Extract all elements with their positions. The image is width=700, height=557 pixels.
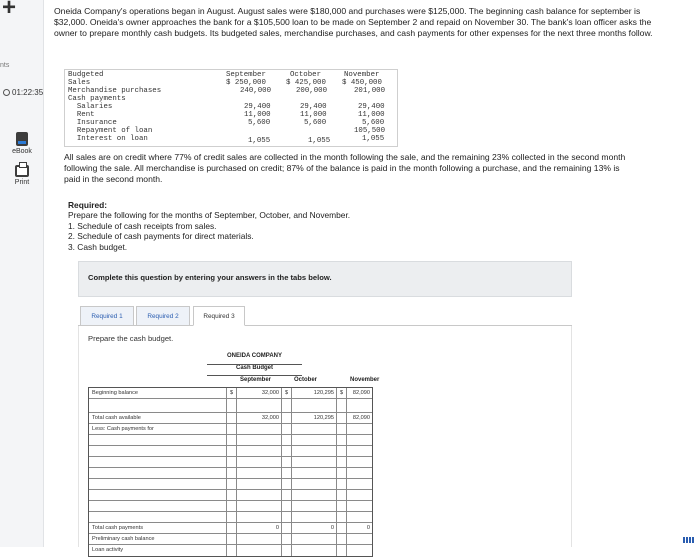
row-label: Total cash payments xyxy=(89,523,227,533)
budget-row-label: Sales xyxy=(68,79,91,87)
row-label: Loan activity xyxy=(89,545,227,556)
empty-cell xyxy=(227,545,237,556)
timer xyxy=(3,88,43,97)
budget-cell: 201,000 xyxy=(354,87,386,95)
printer-icon xyxy=(15,165,29,177)
required-intro: Prepare the following for the months of September, October, and November. xyxy=(68,210,351,221)
ebook-icon xyxy=(16,132,28,146)
required-item: 1. Schedule of cash receipts from sales. xyxy=(68,220,217,231)
entry-cell[interactable] xyxy=(347,490,372,500)
empty-cell xyxy=(337,446,347,456)
payment-label-input[interactable] xyxy=(89,501,227,511)
table-row xyxy=(89,545,372,556)
empty-cell xyxy=(337,512,347,522)
collection-terms: All sales are on credit where 77% of credit sales are collected in the month following the sale, and the remaining 23% collected in the second month following the sale. All merchandise is purchased on credit; 87% of the balance is paid in the month following a purchase, and the remaining 13% is paid in the second month. xyxy=(64,152,626,184)
entry-cell[interactable] xyxy=(292,501,337,511)
empty-cell xyxy=(227,413,237,423)
table-row xyxy=(89,512,372,523)
budget-cell: 1,055 xyxy=(308,137,331,145)
empty-cell xyxy=(282,457,292,467)
table-row xyxy=(89,479,372,490)
entry-cell[interactable] xyxy=(292,479,337,489)
empty-cell xyxy=(227,446,237,456)
budget-cell: 29,400 xyxy=(244,103,271,111)
empty-cell xyxy=(337,424,347,434)
total-available-sep: 32,000 xyxy=(237,413,282,423)
budget-cell: 11,000 xyxy=(300,111,327,119)
table-row xyxy=(89,501,372,512)
month-september: September xyxy=(240,377,272,383)
problem-intro: Oneida Company's operations began in August. August sales were $180,000 and purchases were $125,000. The beginning cash balance for september is $32,000. Oneida's owner approaches the bank for a $105,500 loan to be made on September 2 and repaid on November 30. The bank's loan officer asks the owner to prepare monthly cash budgets. Its budgeted sales, merchandise purchases, and cash payments for other expenses for the next three months follow. xyxy=(54,6,653,38)
table-row xyxy=(89,490,372,501)
payment-label-input[interactable] xyxy=(89,457,227,467)
entry-cell[interactable] xyxy=(292,399,337,412)
row-label: Preliminary cash balance xyxy=(89,534,227,544)
payment-label-input[interactable] xyxy=(89,435,227,445)
tab-required-2[interactable]: Required 2 xyxy=(136,306,190,326)
empty-cell xyxy=(282,435,292,445)
entry-cell[interactable] xyxy=(292,446,337,456)
prepare-instruction: Prepare the cash budget. xyxy=(88,334,174,343)
entry-cell[interactable] xyxy=(347,446,372,456)
budget-row-label: Insurance xyxy=(68,119,117,127)
empty-cell xyxy=(282,413,292,423)
empty-cell xyxy=(337,468,347,478)
budget-cell: 5,600 xyxy=(248,119,271,127)
entry-cell[interactable] xyxy=(292,490,337,500)
entry-cell[interactable] xyxy=(237,490,282,500)
empty-cell xyxy=(237,424,282,434)
budget-row-label: Cash payments xyxy=(68,95,126,103)
required-item: 2. Schedule of cash payments for direct materials. xyxy=(68,231,254,242)
empty-cell xyxy=(227,523,237,533)
total-payments-sep: 0 xyxy=(237,523,282,533)
required-section xyxy=(68,200,628,252)
timer-text: 01:22:35 xyxy=(12,88,44,97)
budget-cell: $ 450,000 xyxy=(342,79,382,87)
table-row xyxy=(89,388,372,399)
print-button[interactable] xyxy=(4,165,40,186)
entry-cell[interactable] xyxy=(237,446,282,456)
beginning-balance-nov[interactable]: 82,090 xyxy=(352,390,370,396)
preliminary-sep xyxy=(237,534,282,544)
empty-cell xyxy=(227,435,237,445)
budget-cell: 1,055 xyxy=(362,135,385,143)
loan-sep[interactable] xyxy=(237,545,282,556)
budget-cell: 200,000 xyxy=(296,87,328,95)
budget-title: Cash Budget xyxy=(235,365,273,371)
empty-cell xyxy=(227,512,237,522)
empty-cell xyxy=(282,446,292,456)
table-row xyxy=(89,435,372,446)
ebook-button[interactable] xyxy=(4,132,40,155)
company-name: ONEIDA COMPANY xyxy=(226,353,282,359)
budget-cell: $ 250,000 xyxy=(226,79,266,87)
entry-cell[interactable] xyxy=(237,457,282,467)
preliminary-oct xyxy=(292,534,337,544)
empty-cell xyxy=(282,490,292,500)
required-item: 3. Cash budget. xyxy=(68,241,128,252)
entry-cell[interactable] xyxy=(292,435,337,445)
month-november: November xyxy=(350,377,380,383)
table-row xyxy=(89,468,372,479)
entry-cell[interactable] xyxy=(237,501,282,511)
budget-cell: 240,000 xyxy=(240,87,272,95)
budget-cell: 1,055 xyxy=(248,137,271,145)
empty-cell xyxy=(282,534,292,544)
cash-budget-grid xyxy=(88,387,373,557)
empty-cell xyxy=(337,523,347,533)
header-divider xyxy=(207,375,302,376)
entry-cell[interactable] xyxy=(237,479,282,489)
empty-cell xyxy=(282,501,292,511)
budget-month-oct: October xyxy=(290,71,322,79)
empty-cell xyxy=(227,501,237,511)
print-label: Print xyxy=(14,179,30,186)
budget-month-nov: November xyxy=(344,71,380,79)
instructions-banner: Complete this question by entering your answers in the tabs below. xyxy=(78,261,572,297)
plus-icon: + xyxy=(2,0,17,21)
empty-cell xyxy=(282,512,292,522)
entry-cell[interactable] xyxy=(237,399,282,412)
required-title: Required: xyxy=(68,200,108,210)
empty-cell xyxy=(227,479,237,489)
nts-label: nts xyxy=(0,62,10,69)
table-row xyxy=(89,399,372,413)
loan-nov[interactable] xyxy=(347,545,372,556)
row-label: Total cash available xyxy=(89,413,227,423)
entry-cell[interactable] xyxy=(292,468,337,478)
entry-cell[interactable] xyxy=(347,468,372,478)
budget-row-label: Rent xyxy=(68,111,95,119)
beginning-balance-sep[interactable]: 32,000 xyxy=(237,388,282,398)
month-october: October xyxy=(294,377,318,383)
clock-icon xyxy=(3,89,10,96)
table-row xyxy=(89,534,372,545)
total-payments-oct: 0 xyxy=(292,523,337,533)
budget-month-sep: September xyxy=(226,71,266,79)
entry-cell[interactable] xyxy=(292,512,337,522)
empty-cell xyxy=(282,545,292,556)
empty-cell xyxy=(337,457,347,467)
entry-cell[interactable] xyxy=(237,512,282,522)
entry-cell[interactable] xyxy=(237,468,282,478)
empty-cell xyxy=(227,399,237,412)
empty-cell xyxy=(337,534,347,544)
entry-cell[interactable] xyxy=(347,512,372,522)
payment-label-input[interactable] xyxy=(89,490,227,500)
beginning-balance-oct[interactable]: 120,295 xyxy=(292,388,337,398)
budget-cell: 5,600 xyxy=(304,119,327,127)
payment-label-input[interactable] xyxy=(89,446,227,456)
table-row xyxy=(89,413,372,424)
header-divider xyxy=(207,364,302,365)
empty-cell xyxy=(337,435,347,445)
payment-label-input[interactable] xyxy=(89,512,227,522)
row-label: Beginning balance xyxy=(89,388,227,398)
row-label xyxy=(89,399,227,412)
total-payments-nov: 0 xyxy=(366,525,370,531)
empty-cell xyxy=(227,490,237,500)
table-row xyxy=(89,457,372,468)
empty-cell xyxy=(337,479,347,489)
dollar-sign: $ xyxy=(282,388,292,398)
budget-row-label: Salaries xyxy=(68,103,113,111)
total-available-nov: 82,090 xyxy=(352,415,370,421)
budget-cell: 5,600 xyxy=(362,119,385,127)
empty-cell xyxy=(227,457,237,467)
budget-row-label: Interest on loan xyxy=(68,135,148,143)
empty-cell xyxy=(337,399,347,412)
empty-cell xyxy=(337,545,347,556)
table-row xyxy=(89,523,372,534)
scroll-indicator-icon xyxy=(683,537,695,543)
empty-cell xyxy=(337,413,347,423)
entry-cell[interactable] xyxy=(347,501,372,511)
budget-cell: 29,400 xyxy=(300,103,327,111)
empty-cell xyxy=(282,424,292,434)
entry-cell[interactable] xyxy=(347,457,372,467)
empty-cell xyxy=(347,424,372,434)
budget-cell: 105,500 xyxy=(354,127,386,135)
budget-row-label: Repayment of loan xyxy=(68,127,153,135)
total-available-oct: 120,295 xyxy=(292,413,337,423)
empty-cell xyxy=(337,501,347,511)
budget-cell: 29,400 xyxy=(358,103,385,111)
entry-cell[interactable] xyxy=(347,435,372,445)
empty-cell xyxy=(282,479,292,489)
tab-required-3[interactable]: Required 3 xyxy=(193,306,245,326)
dollar-sign: $ xyxy=(227,388,237,398)
entry-cell[interactable] xyxy=(237,435,282,445)
left-sidebar xyxy=(0,0,44,547)
empty-cell xyxy=(292,424,337,434)
budget-row-label: Merchandise purchases xyxy=(68,87,162,95)
empty-cell xyxy=(227,424,237,434)
payment-label-input[interactable] xyxy=(89,479,227,489)
budget-header-label: Budgeted xyxy=(68,71,104,79)
payment-label-input[interactable] xyxy=(89,468,227,478)
empty-cell xyxy=(282,468,292,478)
tab-required-1[interactable]: Required 1 xyxy=(80,306,134,326)
loan-oct[interactable] xyxy=(292,545,337,556)
empty-cell xyxy=(227,468,237,478)
budget-cell: 11,000 xyxy=(244,111,271,119)
preliminary-nov xyxy=(347,534,372,544)
budget-cell: 11,000 xyxy=(358,111,385,119)
empty-cell xyxy=(282,399,292,412)
ebook-label: eBook xyxy=(12,148,32,155)
empty-cell xyxy=(282,523,292,533)
entry-cell[interactable] xyxy=(292,457,337,467)
entry-cell[interactable] xyxy=(347,479,372,489)
empty-cell xyxy=(337,490,347,500)
empty-cell xyxy=(227,534,237,544)
table-row xyxy=(89,424,372,435)
row-label: Less: Cash payments for xyxy=(89,424,227,434)
entry-cell[interactable] xyxy=(347,399,372,412)
budget-cell: $ 425,000 xyxy=(286,79,326,87)
dollar-sign: $ xyxy=(337,388,347,398)
table-row xyxy=(89,446,372,457)
